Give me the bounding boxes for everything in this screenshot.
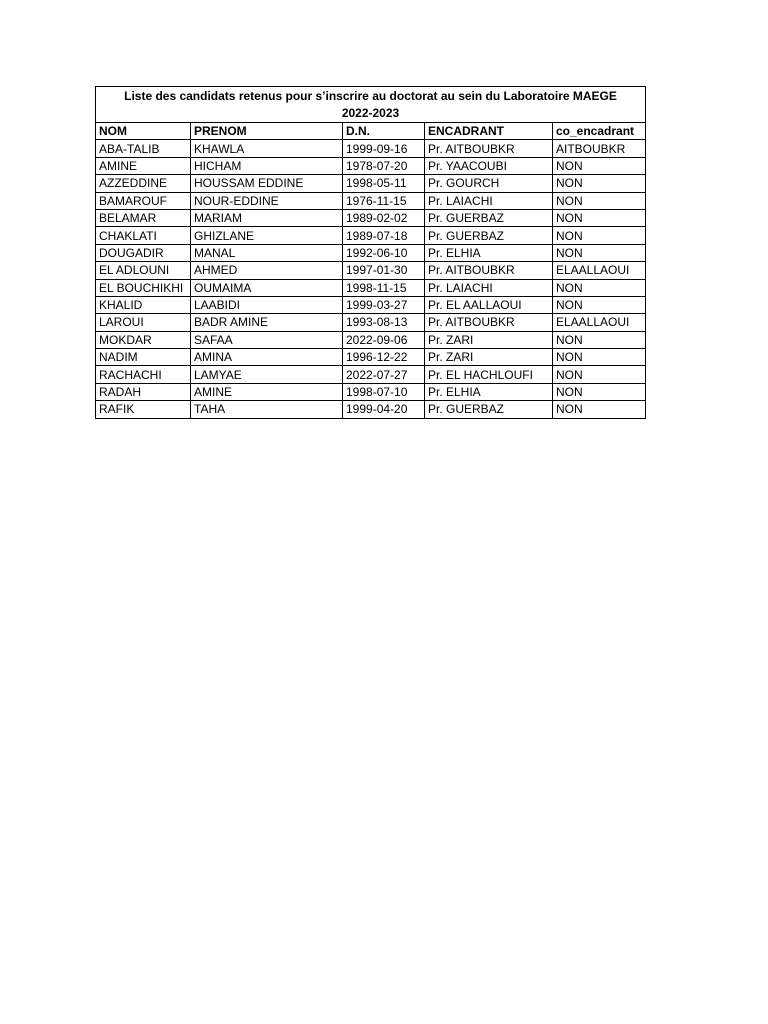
cell-nom: BAMAROUF [96,192,191,209]
table-row [96,262,646,279]
cell-dn: 2022-09-06 [343,331,425,348]
cell-encadrant: Pr. ELHIA [425,244,553,261]
cell-dn: 1989-02-02 [343,209,425,226]
cell-prenom: GHIZLANE [191,227,343,244]
cell-co-encadrant: NON [553,383,646,400]
table-title [96,87,646,123]
table-row [96,209,646,226]
table-row [96,192,646,209]
cell-dn: 1998-11-15 [343,279,425,296]
column-header-co-encadrant: co_encadrant [553,123,646,140]
cell-encadrant: Pr. AITBOUBKR [425,262,553,279]
cell-co-encadrant: NON [553,366,646,383]
cell-dn: 1997-01-30 [343,262,425,279]
column-header-encadrant: ENCADRANT [425,123,553,140]
table-row [96,296,646,313]
cell-encadrant: Pr. AITBOUBKR [425,140,553,157]
cell-co-encadrant: NON [553,401,646,418]
table-title-line-1: Liste des candidats retenus pour s’inscrire au doctorat au sein du Laboratoire MAEGE [124,89,617,103]
cell-encadrant: Pr. EL AALLAOUI [425,296,553,313]
cell-prenom: KHAWLA [191,140,343,157]
cell-prenom: HOUSSAM EDDINE [191,175,343,192]
cell-prenom: TAHA [191,401,343,418]
cell-prenom: MARIAM [191,209,343,226]
cell-prenom: AMINE [191,383,343,400]
cell-co-encadrant: NON [553,331,646,348]
cell-dn: 1993-08-13 [343,314,425,331]
cell-encadrant: Pr. GOURCH [425,175,553,192]
table-row [96,244,646,261]
table-row [96,383,646,400]
table-title-line-2: 2022-2023 [341,106,400,120]
cell-nom: KHALID [96,296,191,313]
cell-dn: 1998-05-11 [343,175,425,192]
cell-nom: AZZEDDINE [96,175,191,192]
cell-nom: NADIM [96,349,191,366]
cell-nom: CHAKLATI [96,227,191,244]
cell-nom: EL BOUCHIKHI [96,279,191,296]
cell-prenom: OUMAIMA [191,279,343,296]
cell-encadrant: Pr. LAIACHI [425,192,553,209]
cell-nom: RAFIK [96,401,191,418]
table-row [96,279,646,296]
table-body [96,140,646,418]
document-sheet [95,86,645,419]
cell-nom: MOKDAR [96,331,191,348]
cell-co-encadrant: NON [553,296,646,313]
header-row [96,123,646,140]
cell-prenom: LAMYAE [191,366,343,383]
table-row [96,349,646,366]
candidates-table [95,86,646,419]
cell-nom: EL ADLOUNI [96,262,191,279]
cell-dn: 1978-07-20 [343,157,425,174]
cell-prenom: SAFAA [191,331,343,348]
cell-nom: BELAMAR [96,209,191,226]
table-row [96,331,646,348]
cell-nom: RACHACHI [96,366,191,383]
cell-co-encadrant: AITBOUBKR [553,140,646,157]
cell-nom: LAROUI [96,314,191,331]
cell-encadrant: Pr. GUERBAZ [425,227,553,244]
cell-co-encadrant: ELAALLAOUI [553,262,646,279]
cell-co-encadrant: NON [553,175,646,192]
cell-dn: 1996-12-22 [343,349,425,366]
cell-co-encadrant: NON [553,244,646,261]
table-row [96,140,646,157]
cell-nom: DOUGADIR [96,244,191,261]
cell-encadrant: Pr. EL HACHLOUFI [425,366,553,383]
cell-encadrant: Pr. ZARI [425,331,553,348]
cell-encadrant: Pr. ZARI [425,349,553,366]
cell-co-encadrant: ELAALLAOUI [553,314,646,331]
cell-encadrant: Pr. ELHIA [425,383,553,400]
cell-prenom: AMINA [191,349,343,366]
cell-co-encadrant: NON [553,157,646,174]
cell-encadrant: Pr. AITBOUBKR [425,314,553,331]
cell-dn: 1999-04-20 [343,401,425,418]
column-header-prenom: PRENOM [191,123,343,140]
cell-encadrant: Pr. YAACOUBI [425,157,553,174]
cell-encadrant: Pr. GUERBAZ [425,401,553,418]
cell-dn: 1999-03-27 [343,296,425,313]
cell-co-encadrant: NON [553,209,646,226]
table-row [96,314,646,331]
cell-dn: 1989-07-18 [343,227,425,244]
table-row [96,175,646,192]
cell-nom: RADAH [96,383,191,400]
cell-dn: 1999-09-16 [343,140,425,157]
cell-co-encadrant: NON [553,279,646,296]
cell-nom: AMINE [96,157,191,174]
cell-dn: 1976-11-15 [343,192,425,209]
cell-co-encadrant: NON [553,349,646,366]
column-header-nom: NOM [96,123,191,140]
cell-co-encadrant: NON [553,227,646,244]
cell-encadrant: Pr. LAIACHI [425,279,553,296]
cell-prenom: BADR AMINE [191,314,343,331]
table-row [96,366,646,383]
cell-prenom: MANAL [191,244,343,261]
cell-co-encadrant: NON [553,192,646,209]
table-row [96,227,646,244]
cell-prenom: HICHAM [191,157,343,174]
title-row [96,87,646,123]
cell-prenom: LAABIDI [191,296,343,313]
table-row [96,157,646,174]
cell-dn: 2022-07-27 [343,366,425,383]
cell-prenom: AHMED [191,262,343,279]
column-header-dn: D.N. [343,123,425,140]
table-row [96,401,646,418]
cell-prenom: NOUR-EDDINE [191,192,343,209]
cell-dn: 1998-07-10 [343,383,425,400]
cell-dn: 1992-06-10 [343,244,425,261]
cell-nom: ABA-TALIB [96,140,191,157]
cell-encadrant: Pr. GUERBAZ [425,209,553,226]
